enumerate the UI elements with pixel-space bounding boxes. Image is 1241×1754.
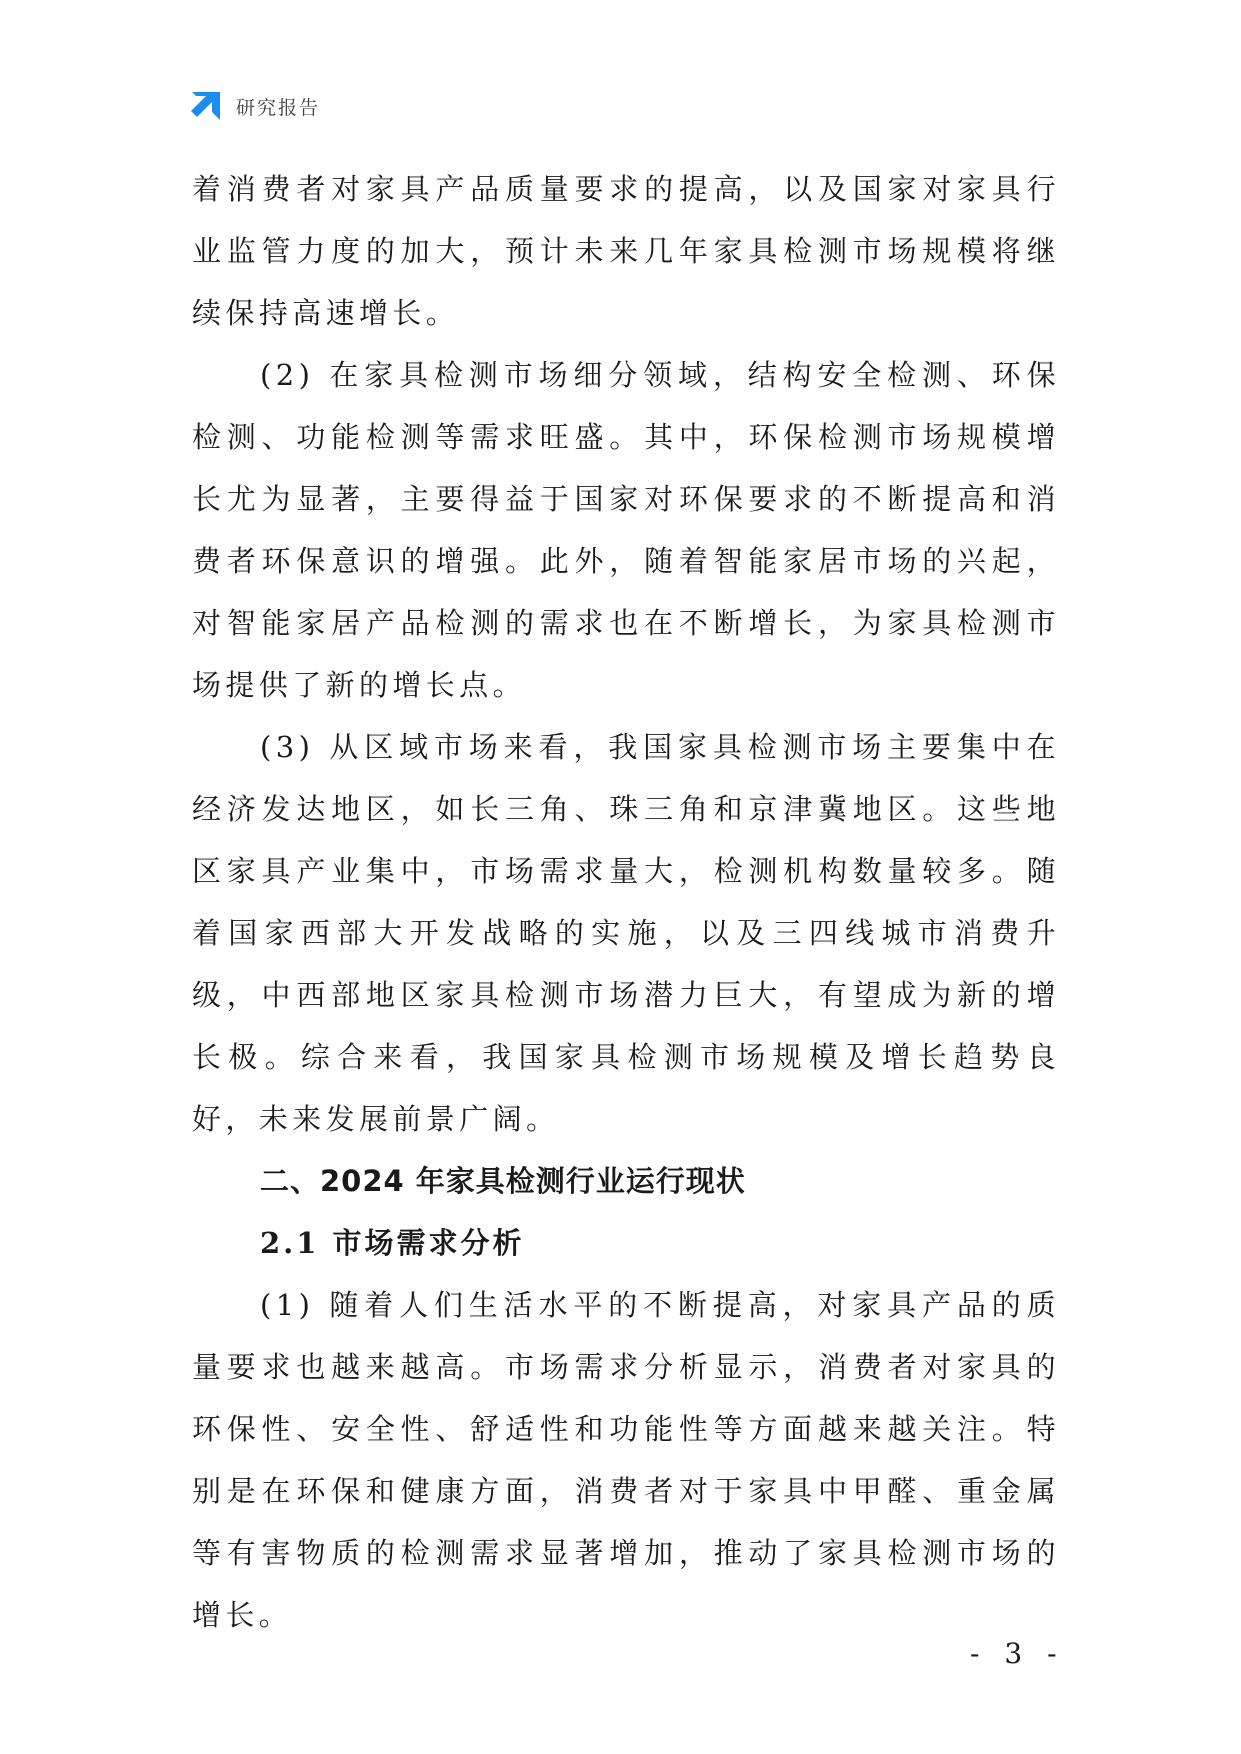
paragraph-item-3: (3) 从区域市场来看，我国家具检测市场主要集中在经济发达地区，如长三角、珠三角和京津冀地区。这些地区家具产业集中，市场需求量大，检测机构数量较多。随着国家西部大开发战略的实施，以及三四线城市消费升级，中西部地区家具检测市场潜力巨大，有望成为新的增长极。综合来看，我国家具检测市场规模及增长趋势良好，未来发展前景广阔。: [192, 730, 1060, 1136]
page-number: - 3 -: [970, 1637, 1065, 1670]
document-body: [192, 158, 1060, 1646]
header-label: 研究报告: [236, 96, 321, 119]
arrow-up-right-icon: [188, 88, 224, 124]
page-header: [188, 88, 320, 124]
paragraph-item-2: (2) 在家具检测市场细分领域，结构安全检测、环保检测、功能检测等需求旺盛。其中，环保检测市场规模增长尤为显著，主要得益于国家对环保要求的不断提高和消费者环保意识的增强。此外，随着智能家居市场的兴起，对智能家居产品检测的需求也在不断增长，为家具检测市场提供了新的增长点。: [192, 358, 1060, 702]
subsection-title: 2.1 市场需求分析: [260, 1226, 525, 1260]
paragraph-continuation: 着消费者对家具产品质量要求的提高，以及国家对家具行业监管力度的加大，预计未来几年家具检测市场规模将继续保持高速增长。: [192, 172, 1060, 330]
section-title: 二、2024 年家具检测行业运行现状: [260, 1164, 746, 1198]
paragraph-market-demand: (1) 随着人们生活水平的不断提高，对家具产品的质量要求也越来越高。市场需求分析显示，消费者对家具的环保性、安全性、舒适性和功能性等方面越来越关注。特别是在环保和健康方面，消费者对于家具中甲醛、重金属等有害物质的检测需求显著增加，推动了家具检测市场的增长。: [192, 1288, 1060, 1632]
